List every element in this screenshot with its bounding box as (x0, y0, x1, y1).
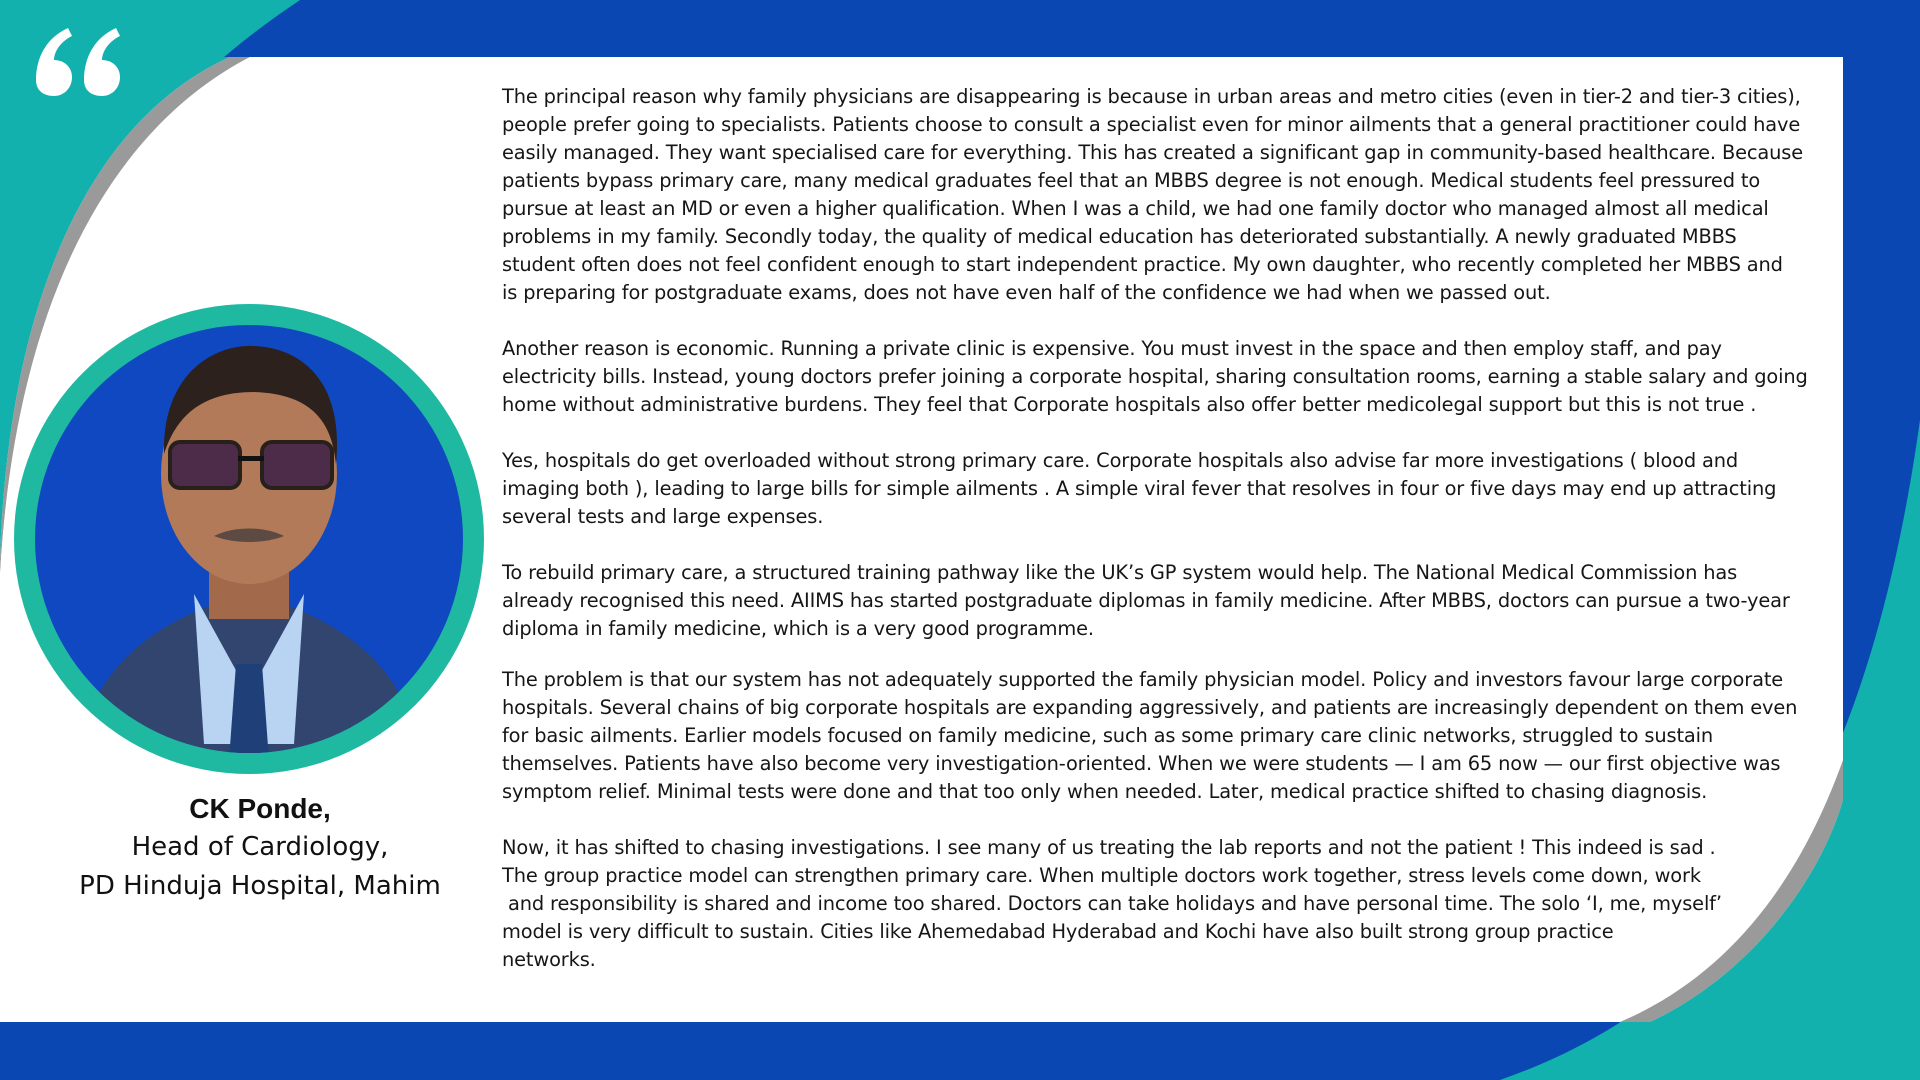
text-line: model is very difficult to sustain. Cities like Ahemedabad Hyderabad and Kochi have also built strong group practice (502, 920, 1614, 943)
profile-caption (20, 790, 500, 906)
paragraph-1 (502, 83, 1842, 307)
paragraph-6 (502, 834, 1842, 974)
paragraph-3 (502, 447, 1842, 531)
text-line: problems in my family. Secondly today, the quality of medical education has deteriorated substantially. A newly graduated MBBS (502, 225, 1737, 248)
text-line: networks. (502, 948, 596, 971)
text-line: hospitals. Several chains of big corporate hospitals are expanding aggressively, and patients are increasingly dependent on them even (502, 696, 1798, 719)
text-line: symptom relief. Minimal tests were done and that too only when needed. Later, medical practice shifted to chasing diagnosis. (502, 780, 1708, 803)
paragraph-4 (502, 559, 1842, 643)
text-line: Now, it has shifted to chasing investigations. I see many of us treating the lab reports and not the patient ! This indeed is sad . (502, 836, 1716, 859)
text-line: The group practice model can strengthen primary care. When multiple doctors work together, stress levels come down, work (502, 864, 1701, 887)
text-line: The problem is that our system has not adequately supported the family physician model. Policy and investors favour large corporate (502, 668, 1784, 691)
text-line: easily managed. They want specialised care for everything. This has created a significant gap in community-based healthcare. Because (502, 141, 1804, 164)
text-line: The principal reason why family physicians are disappearing is because in urban areas and metro cities (even in tier-2 and tier-3 cities), (502, 85, 1801, 108)
person-title: Head of Cardiology, (131, 832, 389, 862)
text-line: imaging both ), leading to large bills for simple ailments . A simple viral fever that resolves in four or five days may end up attracting (502, 477, 1777, 500)
text-line: is preparing for postgraduate exams, does not have even half of the confidence we had when we passed out. (502, 281, 1551, 304)
paragraph-5 (502, 666, 1842, 806)
text-line: Another reason is economic. Running a private clinic is expensive. You must invest in the space and then employ staff, and pay (502, 337, 1722, 360)
text-line: diploma in family medicine, which is a very good programme. (502, 617, 1094, 640)
text-line: and responsibility is shared and income too shared. Doctors can take holidays and have personal time. The solo ‘I, me, myself’ (502, 892, 1722, 915)
paragraph-2 (502, 335, 1842, 419)
text-line: themselves. Patients have also become very investigation-oriented. When we were students — I am 65 now — our first objective was (502, 752, 1781, 775)
text-line: home without administrative burdens. They feel that Corporate hospitals also offer better medicolegal support but this is not true . (502, 393, 1757, 416)
text-line: people prefer going to specialists. Patients choose to consult a specialist even for minor ailments that a general practitioner could have (502, 113, 1801, 136)
avatar (14, 304, 484, 774)
double-quote-open-icon (28, 10, 128, 110)
text-line: student often does not feel confident enough to start independent practice. My own daughter, who recently completed her MBBS and (502, 253, 1783, 276)
text-line: already recognised this need. AIIMS has started postgraduate diplomas in family medicine. After MBBS, doctors can pursue a two-year (502, 589, 1790, 612)
text-line: electricity bills. Instead, young doctors prefer joining a corporate hospital, sharing consultation rooms, earning a stable salary and going (502, 365, 1808, 388)
text-line: To rebuild primary care, a structured training pathway like the UK’s GP system would help. The National Medical Commission has (502, 561, 1738, 584)
text-line: patients bypass primary care, many medical graduates feel that an MBBS degree is not enough. Medical students feel pressured to (502, 169, 1761, 192)
person-name: CK Ponde, (189, 793, 331, 824)
text-line: several tests and large expenses. (502, 505, 824, 528)
quote-body (502, 83, 1842, 974)
text-line: Yes, hospitals do get overloaded without strong primary care. Corporate hospitals also advise far more investigations ( blood and (502, 449, 1739, 472)
text-line: pursue at least an MD or even a higher qualification. When I was a child, we had one family doctor who managed almost all medical (502, 197, 1769, 220)
person-hospital: PD Hinduja Hospital, Mahim (79, 871, 441, 901)
text-line: for basic ailments. Earlier models focused on family medicine, such as some primary care clinic networks, struggled to sustain (502, 724, 1714, 747)
